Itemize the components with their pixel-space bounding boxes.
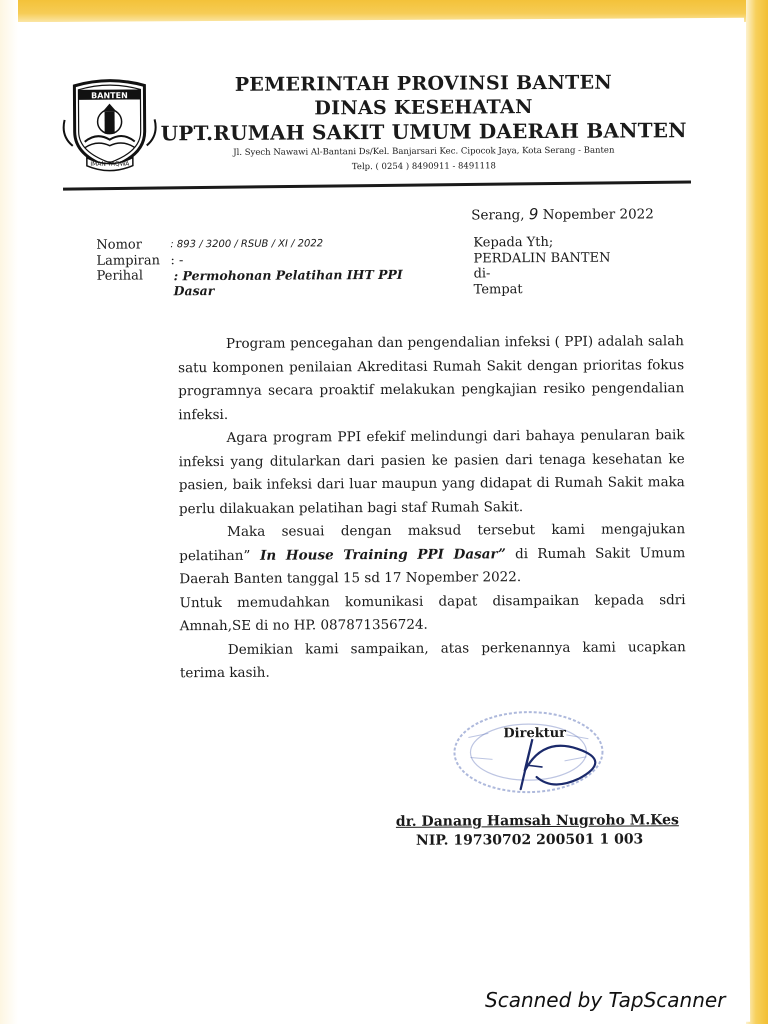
scan-edge-right bbox=[746, 0, 768, 1024]
nomor-value: : 893 / 3200 / RSUB / XI / 2022 bbox=[170, 238, 324, 251]
signature-title: Direktur bbox=[503, 725, 567, 742]
letter-body bbox=[178, 330, 686, 686]
logo-top-text: BANTEN bbox=[91, 91, 128, 101]
signer-name: dr. Danang Hamsah Nugroho M.Kes bbox=[395, 812, 679, 830]
training-name: In House Training PPI Dasar” bbox=[250, 545, 506, 564]
recipient-block bbox=[473, 235, 610, 298]
letter-page bbox=[18, 18, 750, 1026]
logo-bottom-text: IMAN TAQWA bbox=[90, 160, 130, 168]
lampiran-value: : - bbox=[170, 252, 184, 268]
letterhead-phone: Telp. ( 0254 ) 8490911 - 8491118 bbox=[351, 161, 496, 173]
signer-block bbox=[396, 811, 679, 851]
body-paragraph-1: Program pencegahan dan pengendalian infeksi ( PPI) adalah salah satu komponen penilaian Akreditasi Rumah Sakit dengan prioritas fokus programnya secara proaktif melakukan pengkajian resiko pengendalian infeksi. bbox=[178, 333, 685, 423]
body-p3-part-c: di Rumah Sakit Umum Daerah Banten tanggal 15 sd 17 Nopember 2022. bbox=[179, 544, 686, 588]
scan-edge-left bbox=[0, 0, 18, 1024]
letterhead-address: Jl. Syech Nawawi Al-Bantani Ds/Kel. Banjarsari Kec. Cipocok Jaya, Kota Serang - Banten bbox=[233, 145, 615, 158]
letter-date bbox=[471, 204, 654, 223]
signer-nip: NIP. 19730702 200501 1 003 bbox=[415, 831, 644, 849]
scanner-watermark: Scanned by TapScanner bbox=[485, 988, 726, 1012]
letterhead-line2: DINAS KESEHATAN bbox=[314, 96, 533, 120]
date-place: Serang, bbox=[471, 207, 525, 224]
letterhead-line3: UPT.RUMAH SAKIT UMUM DAERAH BANTEN bbox=[160, 118, 687, 146]
date-day: 9 bbox=[528, 205, 539, 224]
body-paragraph-3 bbox=[179, 518, 685, 592]
letterhead-line1: PEMERINTAH PROVINSI BANTEN bbox=[234, 71, 613, 96]
perihal-label: Perihal bbox=[96, 268, 144, 284]
body-paragraph-5: Demikian kami sampaikan, atas perkenannya kami ucapkan terima kasih. bbox=[179, 638, 686, 682]
banten-logo-icon bbox=[60, 69, 159, 174]
letterhead bbox=[158, 70, 689, 175]
recipient-line1: Kepada Yth; bbox=[473, 234, 554, 251]
perihal-value: : Permohonan Pelatihan IHT PPI Dasar bbox=[173, 266, 403, 299]
body-p3-part-a: Maka sesuai dengan maksud tersebut kami mengajukan pelatihan” bbox=[179, 521, 686, 564]
recipient-line4: Tempat bbox=[473, 281, 523, 297]
nomor-label: Nomor bbox=[96, 237, 142, 253]
recipient-line2: PERDALIN BANTEN bbox=[473, 250, 611, 266]
body-paragraph-4: Untuk memudahkan komunikasi dapat disampaikan kepada sdri Amnah,SE di no HP. 087871356724. bbox=[179, 591, 686, 635]
lampiran-label: Lampiran bbox=[96, 252, 161, 269]
recipient-line3: di- bbox=[473, 266, 491, 282]
body-paragraph-2: Agara program PPI efekif melindungi dari bahaya penularan baik infeksi yang ditularkan dari pasien ke pasien dari tenaga kesehatan ke pasien, baik infeksi dari luar maupun yang didapat di Rumah Sakit maka perlu dilakuakan pelatihan bagi staf Rumah Sakit. bbox=[178, 427, 685, 517]
letterhead-divider bbox=[63, 180, 691, 190]
handwritten-signature-icon bbox=[482, 719, 623, 810]
date-month-year: Nopember 2022 bbox=[542, 206, 654, 224]
